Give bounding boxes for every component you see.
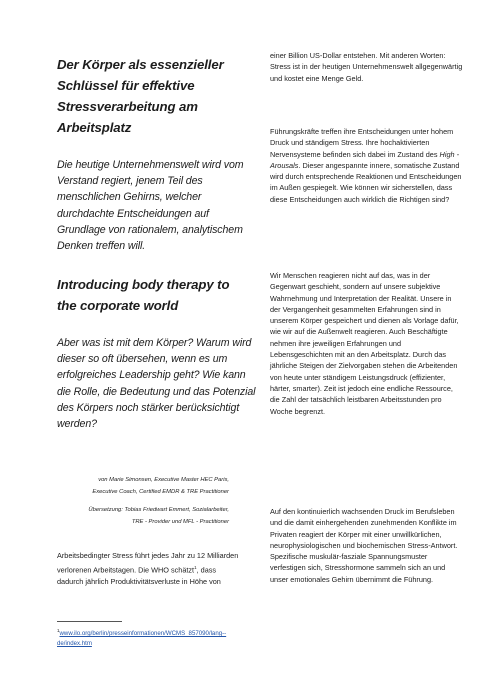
- translation-credit: [57, 504, 229, 528]
- author-credit: [57, 474, 229, 498]
- translation-line-1: Übersetzung: Tobias Friedwart Emmert, Sozialarbeiter,: [88, 507, 229, 513]
- questions-paragraph: Aber was ist mit dem Körper? Warum wird dieser so oft übersehen, wenn es um erfolgreiches Leadership geht? Wie kann die Rolle, die Bedeutung und das Potenzial des Körpers noch stärker berücksichtigt werden?: [57, 337, 256, 431]
- author-line-2: Executive Coach, Certified EMDR & TRE Practitioner: [92, 489, 229, 495]
- p2-text-before: Führungskräfte treffen ihre Entscheidungen unter hohem Druck und ständigem Stress. Ihre hochaktivierten Nervensysteme befinden sich dabei im Zustand des: [270, 127, 454, 159]
- footnote-divider: [57, 621, 122, 622]
- lead-text-after: , dass dadurch jährlich Produktivitätsverluste in Höhe von: [57, 565, 221, 586]
- translation-line-2: TRE - Provider und MFL - Practitioner: [131, 519, 229, 525]
- footnote-link[interactable]: www.ilo.org/berlin/presseinformationen/WCMS_857090/lang--de/index.htm: [57, 630, 227, 648]
- body-paragraph-1: einer Billion US-Dollar entstehen. Mit anderen Worten: Stress ist in der heutigen Unternehmenswelt allgegenwärtig und kostet eine Menge Geld.: [270, 51, 463, 83]
- author-line-1: von Marie Simonsen, Executive Master HEC Paris,: [98, 477, 229, 483]
- section-subtitle: Introducing body therapy to the corporate world: [57, 277, 230, 313]
- footnote-marker: 1: [194, 564, 197, 570]
- body-paragraph-3: Wir Menschen reagieren nicht auf das, was in der Gegenwart geschieht, sondern auf unsere subjektive Wahrnehmung und Interpretation der Realität. Unsere in der Vergangenheit gesammelten Erfahrungen sind in unserem Körper gespeichert und dienen als Vorlage dafür, wie wir auf die Außenwelt reagieren. Auch Beschäftigte nehmen ihre jeweiligen Erfahrungen und Lebensgeschichten mit an den Arbeitsplatz. Durch das jährliche Steigen der Zielvorgaben stehen die Arbeitenden von heute unter ständigem Leistungsdruck (effizienter, härter, smarter). Zeit ist jedoch eine endliche Ressource, die Zahl der tatsächlich leistbaren Arbeitsstunden pro Woche begrenzt.: [270, 271, 459, 416]
- intro-paragraph: Die heutige Unternehmenswelt wird vom Verstand regiert, jenem Teil des menschlichen Gehirns, welcher durchdachte Entscheidungen auf Grundlage von rationalem, analytischem Denken treffen will.: [57, 159, 244, 253]
- body-paragraph-4: Auf den kontinuierlich wachsenden Druck im Berufsleben und die damit einhergehenden zunehmenden Konflikte im Privaten reagiert der Körper mit einer unwillkürlichen, neurophysiologischen und biochemischen Stress-Antwort. Spezifische muskulär-fasziale Spannungsmuster verfestigen sich, Stresshormone sammeln sich an und unser emotionales Gehirn übernimmt die Führung.: [270, 507, 458, 584]
- article-title: Der Körper als essenzieller Schlüssel für effektive Stressverarbeitung am Arbeitsplatz: [57, 57, 224, 135]
- body-paragraph-2: [270, 126, 464, 205]
- footnote-number: 1: [57, 628, 60, 633]
- footnote: [57, 626, 252, 649]
- lead-paragraph: [57, 550, 242, 587]
- lead-text-before: Arbeitsbedingter Stress führt jedes Jahr zu 12 Milliarden verlorenen Arbeitstagen. Die WHO schätzt: [57, 551, 239, 575]
- p2-italic-term: High - Arousals: [270, 149, 460, 170]
- p2-text-after: . Dieser angespannte innere, somatische Zustand wird durch entsprechende Reaktionen und Entscheidungen im Außen gespiegelt. Wie können wir sicherstellen, dass diese Entscheidungen auch wirklich die Richtigen sind?: [270, 160, 462, 204]
